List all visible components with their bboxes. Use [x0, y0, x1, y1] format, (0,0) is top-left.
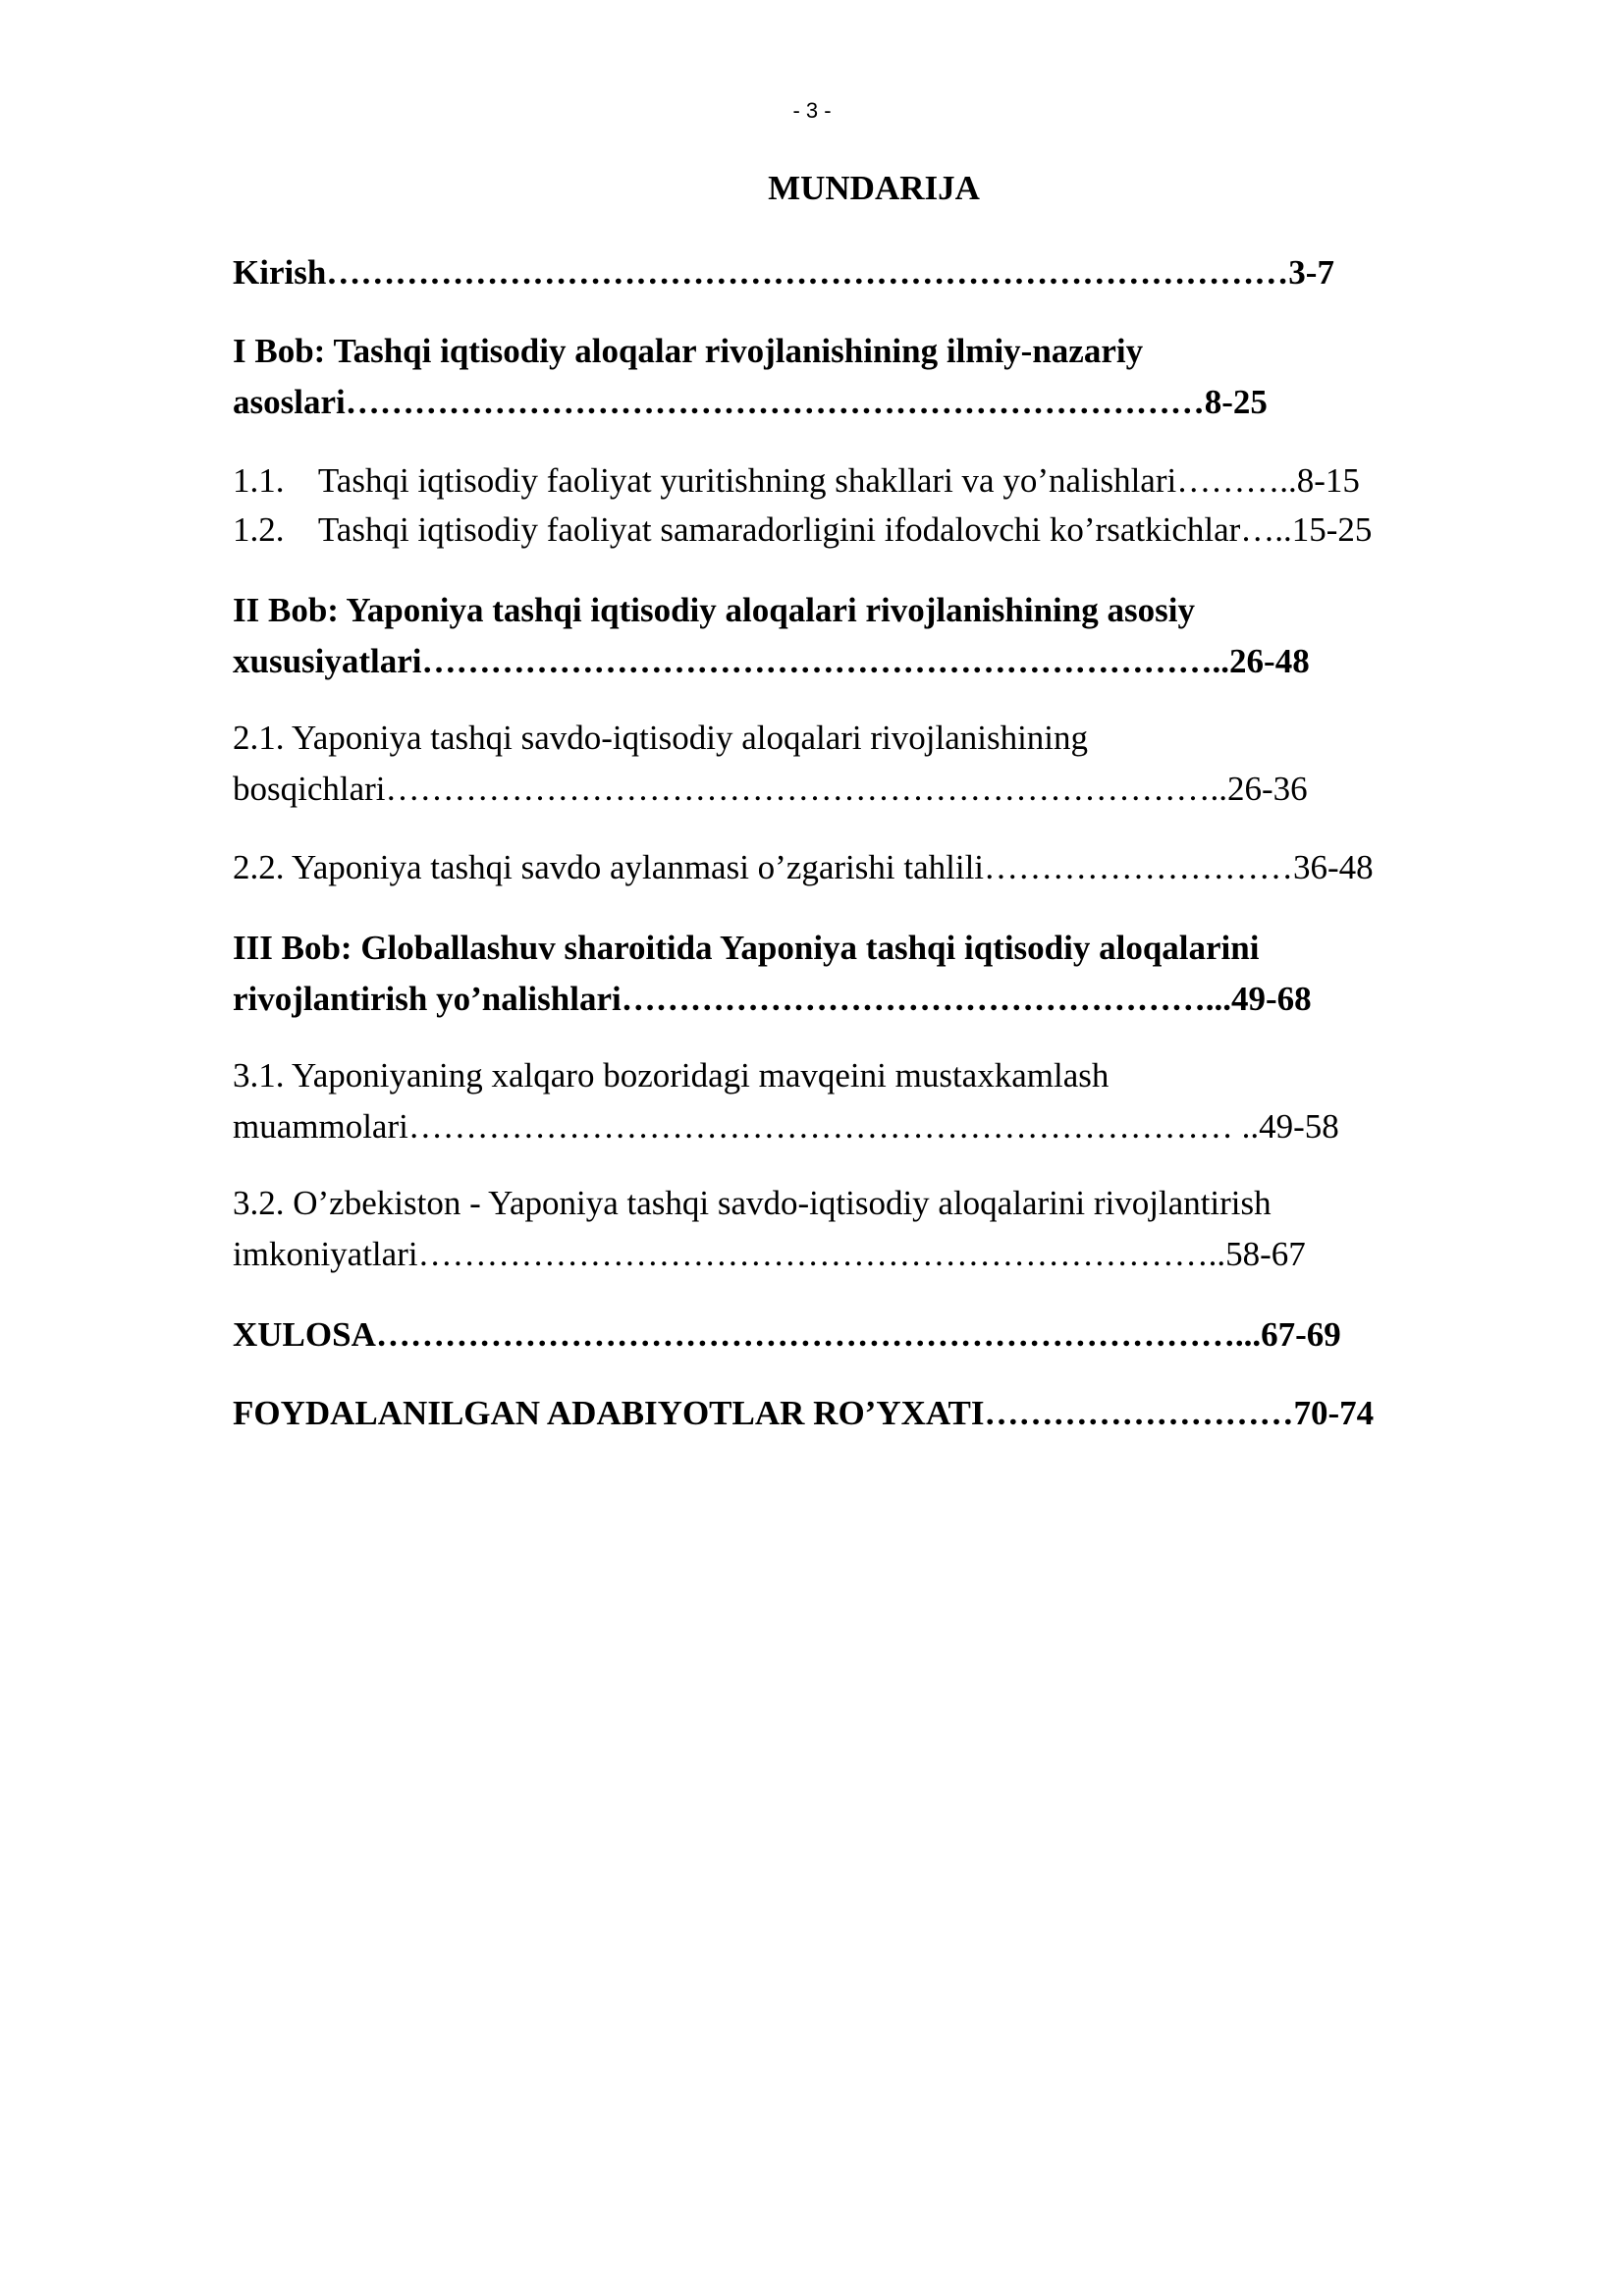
toc-entry-section-3-1-title: 3.1. Yaponiyaning xalqaro bozoridagi mavqeini mustaxkamlash: [233, 1056, 1110, 1095]
toc-entry-section-1-1: 1.1. Tashqi iqtisodiy faoliyat yuritishning shakllari va yo’nalishlari………..8-15: [233, 461, 1360, 500]
toc-entry-section-3-1-pages: muammolari……………………………………………………………… ..49-58: [233, 1107, 1339, 1146]
toc-entry-conclusion: XULOSA…………………………………………………………………...67-69: [233, 1315, 1341, 1354]
toc-entry-chapter-2-title: II Bob: Yaponiya tashqi iqtisodiy aloqalari rivojlanishining asosiy: [233, 591, 1195, 629]
toc-entry-section-2-2: 2.2. Yaponiya tashqi savdo aylanmasi o’zgarishi tahlili………………………36-48: [233, 848, 1374, 886]
toc-entry-section-2-1-title: 2.1. Yaponiya tashqi savdo-iqtisodiy aloqalari rivojlanishining: [233, 719, 1089, 757]
page-title: MUNDARIJA: [768, 169, 980, 207]
toc-entry-references: FOYDALANILGAN ADABIYOTLAR RO’YXATI………………………70-74: [233, 1394, 1375, 1432]
toc-entry-chapter-3-pages: rivojlantirish yo’nalishlari……………………………………………...49-68: [233, 980, 1312, 1018]
toc-entry-chapter-1-title: I Bob: Tashqi iqtisodiy aloqalar rivojlanishining ilmiy-nazariy: [233, 332, 1144, 370]
toc-entry-section-3-2-title: 3.2. O’zbekiston - Yaponiya tashqi savdo-iqtisodiy aloqalarini rivojlantirish: [233, 1184, 1272, 1222]
toc-entry-section-2-1-pages: bosqichlari………………………………………………………………..26-36: [233, 770, 1308, 808]
toc-entry-introduction: Kirish…………………………………………………………………………3-7: [233, 253, 1334, 292]
toc-entry-section-3-2-pages: imkoniyatlari……………………………………………………………..58-67: [233, 1235, 1306, 1273]
toc-entry-chapter-1-pages: asoslari…………………………………………………………………8-25: [233, 383, 1268, 421]
page-number: - 3 -: [792, 98, 832, 123]
toc-entry-section-1-2: 1.2. Tashqi iqtisodiy faoliyat samaradorligini ifodalovchi ko’rsatkichlar…..15-25: [233, 510, 1373, 549]
toc-entry-chapter-3-title: III Bob: Globallashuv sharoitida Yaponiya tashqi iqtisodiy aloqalarini: [233, 929, 1260, 967]
toc-entry-chapter-2-pages: xususiyatlari……………………………………………………………..26-48: [233, 642, 1310, 680]
